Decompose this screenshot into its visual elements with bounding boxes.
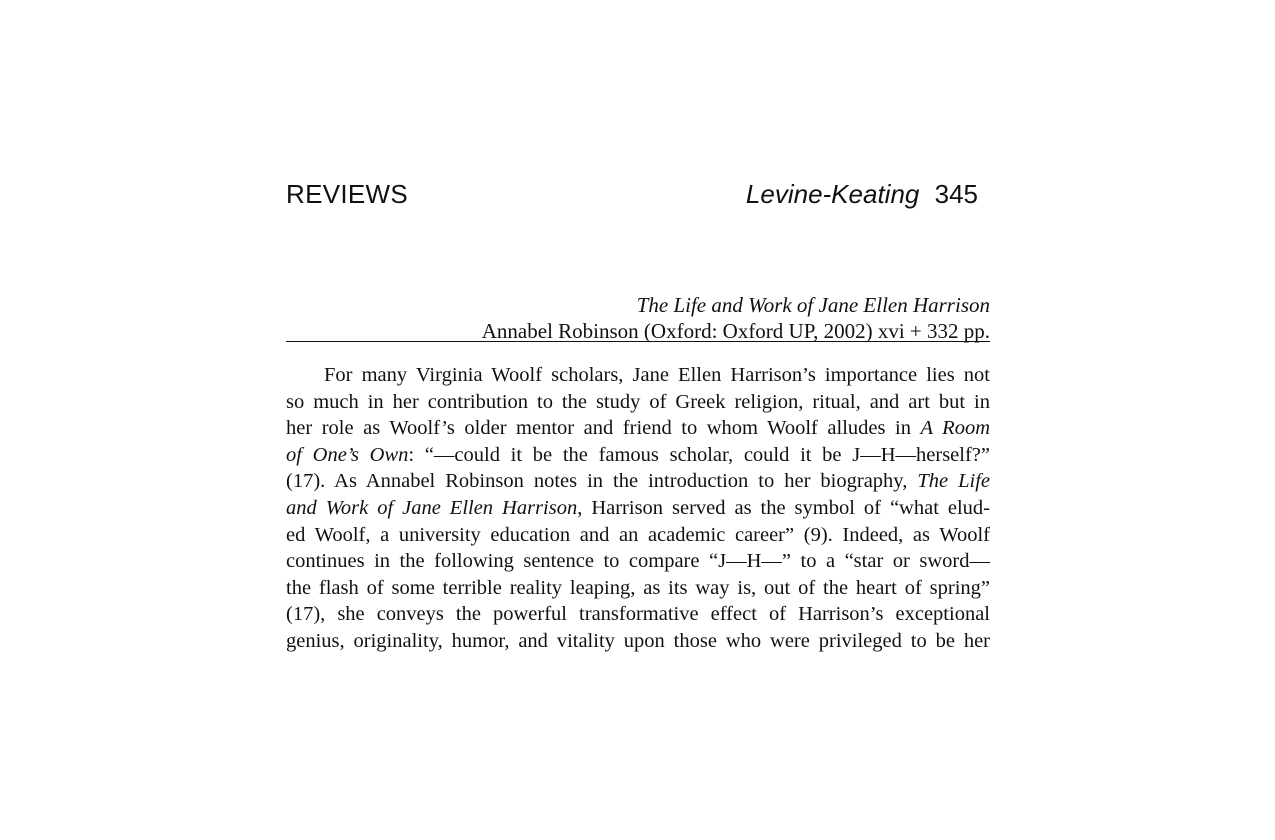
body-line: For many Virginia Woolf scholars, Jane Ellen Harrison’s importance lies not <box>324 364 990 386</box>
review-body <box>286 362 990 655</box>
book-citation-block <box>286 292 990 344</box>
body-line: her role as Woolf’s older mentor and friend to whom Woolf alludes in A Room <box>286 417 990 440</box>
running-head <box>286 178 978 210</box>
reviewer-name: Levine-Keating <box>745 179 920 209</box>
body-line: so much in her contribution to the study of Greek religion, ritual, and art but in <box>286 390 990 413</box>
body-line: continues in the following sentence to compare “J—H—” to a “star or sword— <box>286 550 990 573</box>
citation-rule <box>286 341 990 342</box>
body-line: (17), she conveys the powerful transformative effect of Harrison’s exceptional <box>286 603 990 626</box>
book-title: The Life and Work of Jane Ellen Harrison <box>636 293 990 317</box>
page-number: 345 <box>934 179 978 209</box>
body-line: (17). As Annabel Robinson notes in the introduction to her biography, The Life <box>286 470 990 493</box>
body-line: and Work of Jane Ellen Harrison, Harrison served as the symbol of “what elud- <box>286 496 990 519</box>
section-label: REVIEWS <box>286 179 409 209</box>
head-right <box>746 178 978 210</box>
book-citation: Annabel Robinson (Oxford: Oxford UP, 2002) xvi + 332 pp. <box>481 319 990 343</box>
body-line: the flash of some terrible reality leaping, as its way is, out of the heart of spring” <box>286 576 990 599</box>
document-page <box>286 0 990 840</box>
body-line: genius, originality, humor, and vitality upon those who were privileged to be her <box>286 629 990 652</box>
body-line: ed Woolf, a university education and an academic career” (9). Indeed, as Woolf <box>286 523 990 546</box>
body-line: of One’s Own: “—could it be the famous scholar, could it be J—H—herself?” <box>286 443 990 466</box>
